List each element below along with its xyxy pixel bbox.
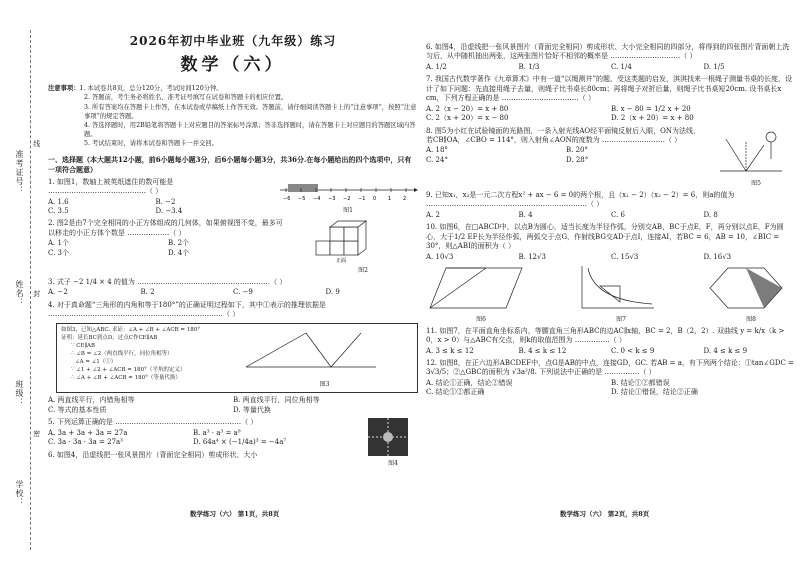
- option-b: B. 4 ≤ k ≤ 12: [518, 346, 567, 355]
- option-a: A. 两直线平行，内错角相等: [48, 396, 135, 405]
- figure-5: [716, 127, 796, 189]
- proof-line: ∴ ∠B = ∠2（两直线平行，同位角相等）: [71, 350, 173, 357]
- person-icon: [766, 132, 776, 142]
- question-10: [426, 223, 796, 323]
- question-5-stem: 5. 下列运算正确的是 ………………………………………………（ ）: [48, 418, 258, 427]
- option-d: D. 等量代换: [233, 405, 271, 414]
- question-9: [426, 191, 796, 220]
- option-c: C. −9: [233, 288, 253, 297]
- option-a: A. 10√3: [426, 252, 454, 261]
- number-line-tick-label: −1: [358, 195, 366, 202]
- option-c: C. 15√3: [611, 252, 639, 261]
- question-3-stem: 3. 式子 −2 1/4 × 4 的值为 …………………………………………………（ ）: [48, 278, 287, 286]
- option-d: D. 16√3: [703, 252, 732, 261]
- question-12: [426, 359, 796, 398]
- option-d: D. 28°: [566, 155, 589, 164]
- proof-box: [56, 323, 418, 394]
- figure-4: [368, 418, 418, 468]
- question-2-stem: 2. 图2是由7个完全相同的小正方体组成的几何体，如果俯视图不变，最多可以移走的小正方体个数是 ………………（ ）: [48, 219, 283, 237]
- option-b: B. 结论①②都错误: [611, 378, 670, 387]
- seal-mark-seal: 封: [32, 290, 41, 297]
- option-b: B. x − 80 = 1/2 x + 20: [611, 104, 691, 113]
- exam-page-2: [426, 40, 796, 398]
- proof-line: ∵ ∠1 + ∠2 + ∠ACB = 180°（平角的定义）: [71, 366, 186, 373]
- note-1: 1. 本试卷共8页，总分120分，考试时间120分钟。: [79, 85, 223, 93]
- option-d: D. 结论①错误，结论②正确: [611, 388, 698, 397]
- question-11: [426, 327, 796, 356]
- landscape-picture: [368, 418, 408, 456]
- question-6-stem-start: 6. 如图4，沿虚线把一张风景图片（背面完全相同）剪成形状、大小: [48, 450, 258, 459]
- option-d: D. 4 ≤ k ≤ 9: [703, 346, 748, 355]
- option-d: D. 2（x + 20）= x + 80: [611, 114, 694, 123]
- proof-line: ∵ CE∥AB: [71, 342, 96, 349]
- option-c: C. 3个: [48, 248, 70, 257]
- hyperbola-figure: [576, 264, 656, 312]
- option-a: A. 3a + 3a + 3a = 27a: [48, 428, 128, 437]
- question-10-stem: 10. 如图6，在□ABCD中，以点B为圆心，适当长度为半径作弧，分别交AB，BC于点E，F，再分别以点E，F为圆心，大于1/2 EF长为半径作弧，两弧交于点G，作射线BG交AD于点I，连接AI，若BC = 6，AB = 10，∠BIC = 30°，则△ABI的面积为（ ）: [426, 223, 784, 251]
- cube-stack: [308, 219, 388, 263]
- question-5: [48, 418, 418, 468]
- note-4: 4. 答选择题时，用2B铅笔将答题卡上对应题目的答案标号涂黑；答非选择题时，请在答题卡上对应题目的答题区域内答题。: [84, 121, 416, 138]
- figure-8: [706, 264, 796, 324]
- number-line-tick-label: −6: [283, 195, 291, 202]
- exam-title: 2026年初中毕业班（九年级）练习: [129, 34, 337, 48]
- question-1-stem: 1. 如图1，数轴上被英纸遮住的数可能是 ……………………………………（ ）: [48, 177, 174, 196]
- option-c: C. 等式的基本性质: [48, 405, 107, 414]
- page-1-footer: 数学练习（六） 第1页，共8页: [190, 510, 280, 518]
- option-d: D. 9: [325, 288, 340, 297]
- option-c: C. 24°: [426, 155, 448, 164]
- number-line-tick-label: −3: [328, 195, 336, 202]
- option-c: C. 结论①②都正确: [426, 388, 485, 397]
- option-b: B. −2: [155, 197, 176, 206]
- hexagon-figure: [706, 264, 786, 312]
- question-4-options: [48, 396, 418, 415]
- proof-line: 如图3，已知△ABC. 求证：∠A + ∠B + ∠ACB = 180°: [61, 326, 200, 333]
- question-6-options: [426, 63, 796, 72]
- option-a: A. −2: [48, 288, 68, 297]
- proof-line: ∴ ∠A + ∠B + ∠ACB = 180°（等量代换）: [71, 374, 181, 381]
- number-line-tick-label: 2: [403, 195, 407, 202]
- front-label: 正面: [336, 258, 347, 264]
- question-5-options: [48, 429, 338, 448]
- class-label: 班级：: [15, 380, 24, 407]
- option-d: D. 4个: [168, 248, 190, 257]
- proof-line: 证明：延长BC到点D，过点C作CE∥AB: [61, 334, 158, 341]
- option-d: D. 1/5: [703, 62, 725, 71]
- question-9-stem: 9. 已知x₁，x₂是一元二次方程x² + ax − 6 = 0的两个根，且（x₁ − 2）（x₂ − 2）= 6，则a的值为 ……………………………………………………………（ ）: [426, 191, 735, 209]
- note-2: 2. 答题前，考生务必将姓名、准考证号填写在试卷和答题卡的相应位置。: [84, 94, 288, 102]
- question-6-stem: 6. 如图4，沿虚线把一张风景图片（背面完全相同）剪成形状、大小完全相同的四部分，将得到的四张图片背面朝上洗匀后，从中随机抽出两张，这两张图片恰好不相邻的概率是 …………………………（ ）: [426, 43, 790, 61]
- option-a: A. 1/2: [426, 62, 447, 71]
- number-line-tick-label: −4: [313, 195, 321, 202]
- figure-1-label: 图1: [343, 207, 353, 215]
- figure-7-label: 图7: [616, 315, 626, 323]
- question-12-options: [426, 379, 796, 398]
- school-label: 学校：: [15, 480, 24, 507]
- mirror-light-path: [716, 127, 786, 177]
- option-c: C. 2（x + 20）= x − 80: [426, 114, 509, 123]
- figure-2: [308, 219, 418, 275]
- seal-mark-line: 线: [32, 140, 41, 147]
- question-11-stem: 11. 如图7，在平面直角坐标系内，等腰直角三角形ABC的边AC∥x轴，BC = 2，B（2，2）. 双曲线 y = k/x（k > 0，x > 0）与△ABC有交点，则k的取值范围为 ……………（ ）: [426, 326, 785, 345]
- option-b: B. a³ · a³ = a⁹: [193, 428, 241, 437]
- option-c: C. 0 < k ≤ 9: [611, 346, 655, 355]
- option-c: C. 3.5: [48, 207, 69, 216]
- triangle-figure: [236, 327, 386, 377]
- question-7: [426, 75, 796, 123]
- figure-7: [576, 264, 666, 324]
- figures-6-8: [426, 264, 796, 324]
- figure-4-label: 图4: [388, 459, 398, 467]
- figure-6: [426, 264, 536, 324]
- covered-patch: [288, 184, 318, 192]
- option-b: B. 1/3: [518, 62, 540, 71]
- option-c: C. 3a · 3a · 3a = 27a³: [48, 438, 123, 447]
- notes: [48, 84, 418, 148]
- name-label: 姓名：: [15, 280, 24, 307]
- exam-page-1: [48, 34, 418, 468]
- number-line-tick-label: 1: [388, 195, 392, 202]
- question-4: [48, 301, 418, 415]
- question-1: [48, 178, 418, 217]
- question-3: [48, 278, 418, 298]
- option-b: B. 2个: [168, 239, 190, 248]
- question-6: [426, 43, 796, 72]
- option-a: A. 2: [426, 210, 440, 219]
- seal-line: [30, 30, 31, 550]
- exam-subtitle: 数学（六）: [180, 55, 286, 75]
- question-7-stem: 7. 我国古代数学著作《九章算术》中有一道“以绳测井”的题，受这类题的启发，淇淇找来一根绳子测量书桌的长度，设计了如下问题：先直接用绳子去量，则绳子比书桌长80cm；再将绳子对折后量，则绳子比书桌短20cm. 设书桌长x cm，下列方程正确的是 ……………………………（ ）: [426, 75, 793, 103]
- question-11-options: [426, 347, 796, 356]
- number-line-tick-label: 0: [373, 195, 377, 202]
- option-c: C. 6: [611, 210, 626, 219]
- page-2-footer: 数学练习（六） 第2页，共8页: [560, 510, 650, 518]
- question-2: [48, 219, 418, 275]
- figure-8-label: 图8: [746, 315, 756, 323]
- exam-number-label: 准考证号：: [15, 150, 24, 195]
- question-8-options: [426, 146, 706, 165]
- seal-mark-secret: 密: [32, 430, 41, 437]
- option-d: D. 8: [703, 210, 718, 219]
- figure-3-label: 图3: [319, 380, 330, 388]
- number-line: [278, 178, 418, 204]
- option-a: A. 18°: [426, 146, 448, 155]
- option-b: B. 20°: [566, 146, 589, 155]
- question-7-options: [426, 105, 796, 124]
- number-line-tick-label: −2: [343, 195, 351, 202]
- question-10-options: [426, 253, 796, 262]
- option-c: C. 1/4: [611, 62, 632, 71]
- option-a: A. 结论①正确，结论②错误: [426, 378, 513, 387]
- number-line-tick-label: −5: [298, 195, 306, 202]
- question-8-stem: 8. 图5为小红在试验镜面的光路图，一条入射光线AO经平面镜反射后入眼，ON为法线，若CB∥OA，∠CBO = 114°，则入射角∠AON的度数为 ………………………（ ）: [426, 126, 701, 144]
- question-8: [426, 127, 796, 189]
- option-b: B. 12√3: [518, 252, 546, 261]
- section-1-heading: 一、选择题（本大题共12小题，前6小题每小题3分，后6小题每小题3分，共36分.在每小题给出的四个选项中，只有一项符合题意）: [48, 155, 412, 174]
- notes-head: 注意事项：: [48, 85, 80, 93]
- binding-margin: [0, 0, 40, 566]
- figure-5-label: 图5: [751, 179, 761, 187]
- question-3-options: [48, 288, 418, 297]
- option-a: A. 1个: [48, 239, 69, 248]
- question-1-options: [48, 198, 263, 217]
- figure-3: [236, 327, 413, 390]
- option-a: A. 2（x − 20）= x + 80: [426, 104, 509, 113]
- proof-line: ∠A = ∠1（①）: [75, 358, 117, 365]
- option-a: A. 3 ≤ k ≤ 12: [426, 346, 474, 355]
- note-5: 5. 考试结束时，请将本试卷和答题卡一并交回。: [84, 140, 218, 147]
- option-b: B. 4: [518, 210, 533, 219]
- option-d: D. 64a⁴ × (−1/4a)³ = −4a⁷: [193, 438, 287, 447]
- question-4-stem: 4. 对于真命题“三角形的内角和等于180°”的正确证明过程如下，其中①表示的推理依据是 …………………………………………………………………（ ）: [48, 300, 326, 319]
- question-9-options: [426, 211, 796, 220]
- question-2-options: [48, 239, 288, 258]
- figure-1: [278, 178, 418, 217]
- option-b: B. 2: [140, 288, 155, 297]
- question-12-stem: 12. 如图8，在正六边形ABCDEF中，点G是AB的中点，连接GD，GC. 若AB = a，有下列两个结论：①tan∠GDC = 3√3/5；②△GBC的面积为 √3a²/8. 下列说法中正确的是 ……………（ ）: [426, 358, 794, 377]
- option-a: A. 1.6: [48, 197, 69, 206]
- option-b: B. 两直线平行，同位角相等: [233, 396, 320, 405]
- figure-2-label: 图2: [358, 266, 368, 274]
- option-d: D. −3.4: [155, 207, 183, 216]
- figure-6-label: 图6: [476, 315, 486, 323]
- note-3: 3. 所有答案均在答题卡上作答，在本试卷或草稿纸上作答无效。答题前，请仔细阅读答题卡上的“注意事项”，按照“注意事项”的规定答题。: [84, 103, 417, 120]
- parallelogram-figure: [426, 264, 526, 312]
